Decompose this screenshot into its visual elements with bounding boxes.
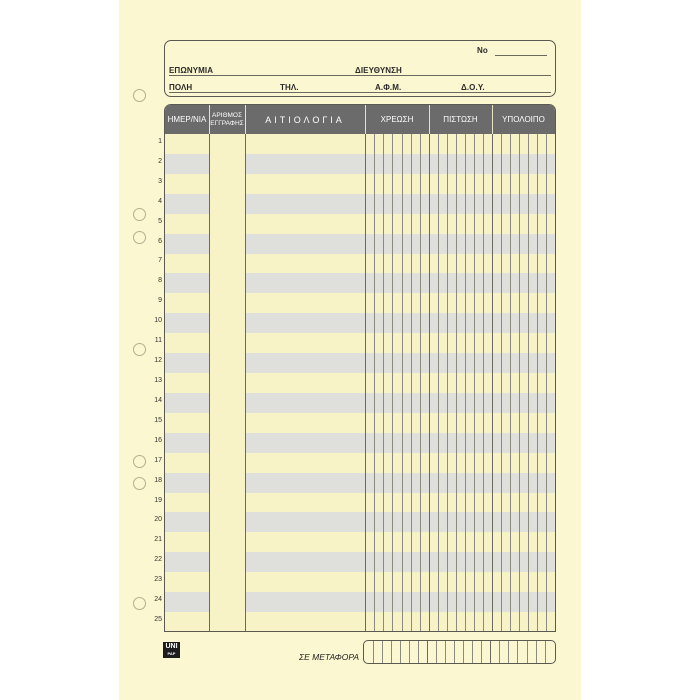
table-cell[interactable] [209, 234, 245, 254]
digit-divider [392, 134, 393, 632]
name-line [169, 75, 551, 76]
table-cell[interactable] [209, 453, 245, 473]
row-number: 11 [154, 337, 162, 345]
table-cell[interactable] [165, 254, 209, 274]
digit-divider [420, 134, 421, 632]
table-cell[interactable] [165, 532, 209, 552]
digit-divider [517, 641, 518, 663]
table-cell[interactable] [245, 373, 365, 393]
table-body [165, 134, 555, 632]
binder-hole [133, 343, 146, 356]
table-row [165, 433, 555, 453]
table-row [165, 353, 555, 373]
table-cell[interactable] [165, 552, 209, 572]
digit-divider [545, 641, 546, 663]
logo-subtext: PAP [167, 651, 176, 656]
row-number: 24 [154, 596, 162, 604]
table-cell[interactable] [245, 174, 365, 194]
logo-text: UNI [165, 643, 178, 650]
table-cell[interactable] [245, 333, 365, 353]
row-number: 4 [158, 197, 162, 205]
brand-logo [163, 642, 180, 658]
table-cell[interactable] [245, 293, 365, 313]
row-number: 22 [154, 556, 162, 564]
col-header-debit: ΧΡΕΩΣΗ [380, 114, 414, 124]
table-cell[interactable] [245, 552, 365, 572]
city-label: ΠΟΛΗ [169, 83, 193, 92]
row-number: 16 [154, 436, 162, 444]
table-cell[interactable] [165, 214, 209, 234]
ledger-sheet [119, 0, 581, 700]
digit-divider [474, 134, 475, 632]
table-cell[interactable] [165, 154, 209, 174]
table-cell[interactable] [209, 353, 245, 373]
row-number: 1 [158, 137, 162, 145]
table-cell[interactable] [165, 433, 209, 453]
col-header-description: ΑΙΤΙΟΛΟΓΙΑ [265, 114, 345, 125]
digit-divider [508, 641, 509, 663]
table-cell[interactable] [209, 194, 245, 214]
table-cell[interactable] [165, 473, 209, 493]
table-cell[interactable] [245, 234, 365, 254]
binder-hole [133, 597, 146, 610]
table-cell[interactable] [209, 373, 245, 393]
table-cell[interactable] [165, 313, 209, 333]
digit-divider [537, 134, 538, 632]
row-number: 3 [158, 177, 162, 185]
col-header-date: ΗΜΕΡ/ΝΙΑ [167, 114, 207, 124]
col-header-balance: ΥΠΟΛΟΙΠΟ [502, 114, 545, 124]
digit-divider [402, 134, 403, 632]
table-cell[interactable] [245, 194, 365, 214]
no-line [495, 55, 547, 56]
binder-hole [133, 477, 146, 490]
column-divider [209, 134, 210, 632]
digit-divider [465, 134, 466, 632]
table-cell[interactable] [165, 572, 209, 592]
row-number: 6 [158, 237, 162, 245]
col-header-credit: ΠΙΣΤΩΣΗ [443, 114, 478, 124]
table-cell[interactable] [209, 572, 245, 592]
column-divider [492, 134, 493, 632]
table-cell[interactable] [209, 532, 245, 552]
table-cell[interactable] [209, 254, 245, 274]
binder-hole [133, 89, 146, 102]
digit-divider [400, 641, 401, 663]
table-row [165, 473, 555, 493]
table-cell[interactable] [165, 134, 209, 154]
customer-info-box [164, 40, 556, 97]
table-row [165, 214, 555, 234]
table-cell[interactable] [209, 333, 245, 353]
table-cell[interactable] [165, 293, 209, 313]
table-row [165, 273, 555, 293]
table-cell[interactable] [245, 273, 365, 293]
digit-divider [409, 641, 410, 663]
table-header [165, 105, 555, 134]
table-cell[interactable] [209, 512, 245, 532]
row-number: 12 [154, 357, 162, 365]
table-cell[interactable] [165, 493, 209, 513]
table-cell[interactable] [245, 473, 365, 493]
table-row [165, 512, 555, 532]
table-row [165, 234, 555, 254]
table-cell[interactable] [165, 373, 209, 393]
table-row [165, 612, 555, 632]
table-cell[interactable] [165, 453, 209, 473]
digit-divider [382, 641, 383, 663]
table-row [165, 393, 555, 413]
table-cell[interactable] [209, 413, 245, 433]
table-cell[interactable] [209, 612, 245, 632]
digit-divider [510, 134, 511, 632]
table-cell[interactable] [165, 194, 209, 214]
binder-hole [133, 231, 146, 244]
row-number: 19 [154, 496, 162, 504]
table-cell[interactable] [245, 154, 365, 174]
table-row [165, 174, 555, 194]
table-cell[interactable] [209, 313, 245, 333]
ledger-table [164, 104, 556, 632]
digit-divider [483, 134, 484, 632]
table-cell[interactable] [245, 254, 365, 274]
table-cell[interactable] [245, 413, 365, 433]
row-number: 5 [158, 217, 162, 225]
table-cell[interactable] [245, 512, 365, 532]
table-cell[interactable] [245, 532, 365, 552]
digit-divider [527, 641, 528, 663]
digit-divider [445, 641, 446, 663]
digit-divider [411, 134, 412, 632]
table-cell[interactable] [245, 134, 365, 154]
table-row [165, 532, 555, 552]
table-cell[interactable] [165, 273, 209, 293]
table-row [165, 333, 555, 353]
digit-divider [418, 641, 419, 663]
address-label: ΔΙΕΥΘΥΝΣΗ [355, 66, 402, 75]
digit-divider [436, 641, 437, 663]
table-cell[interactable] [245, 214, 365, 234]
table-cell[interactable] [165, 234, 209, 254]
col-header-entry-number: ΑΡΙΘΜΟΣ ΕΓΓΡΑΦΗΣ [210, 112, 244, 127]
digit-divider [447, 134, 448, 632]
table-row [165, 313, 555, 333]
table-row [165, 592, 555, 612]
table-row [165, 453, 555, 473]
row-number: 7 [158, 257, 162, 265]
phone-label: ΤΗΛ. [280, 83, 299, 92]
row-number: 8 [158, 277, 162, 285]
table-cell[interactable] [165, 512, 209, 532]
digit-divider [499, 641, 500, 663]
row-number: 2 [158, 157, 162, 165]
table-cell[interactable] [209, 214, 245, 234]
table-row [165, 254, 555, 274]
table-cell[interactable] [209, 433, 245, 453]
digit-divider [546, 134, 547, 632]
digit-divider [463, 641, 464, 663]
table-row [165, 134, 555, 154]
table-cell[interactable] [245, 572, 365, 592]
table-row [165, 493, 555, 513]
table-row [165, 373, 555, 393]
table-row [165, 552, 555, 572]
city-line [169, 92, 551, 93]
digit-divider [374, 134, 375, 632]
table-cell[interactable] [209, 134, 245, 154]
vat-label: Α.Φ.Μ. [375, 83, 402, 92]
row-number: 9 [158, 297, 162, 305]
column-divider [427, 641, 428, 663]
digit-divider [528, 134, 529, 632]
row-number: 14 [154, 396, 162, 404]
table-cell[interactable] [165, 612, 209, 632]
row-number: 23 [154, 576, 162, 584]
row-number: 18 [154, 476, 162, 484]
digit-divider [373, 641, 374, 663]
digit-divider [383, 134, 384, 632]
tax-office-label: Δ.Ο.Υ. [461, 83, 485, 92]
table-cell[interactable] [209, 174, 245, 194]
row-number: 21 [154, 536, 162, 544]
row-number: 25 [154, 616, 162, 624]
column-divider [365, 134, 366, 632]
table-cell[interactable] [209, 473, 245, 493]
digit-divider [391, 641, 392, 663]
digit-divider [438, 134, 439, 632]
digit-divider [536, 641, 537, 663]
table-row [165, 194, 555, 214]
table-cell[interactable] [209, 393, 245, 413]
table-row [165, 572, 555, 592]
table-cell[interactable] [165, 353, 209, 373]
column-divider [429, 134, 430, 632]
no-label: No [477, 46, 488, 55]
name-label: ΕΠΩΝΥΜΙΑ [169, 66, 214, 75]
table-cell[interactable] [245, 612, 365, 632]
table-cell[interactable] [245, 493, 365, 513]
table-row [165, 154, 555, 174]
row-number: 17 [154, 456, 162, 464]
carry-forward-label: ΣΕ ΜΕΤΑΦΟΡΑ [299, 652, 360, 662]
table-cell[interactable] [165, 333, 209, 353]
row-number: 20 [154, 516, 162, 524]
digit-divider [519, 134, 520, 632]
table-cell[interactable] [245, 393, 365, 413]
digit-divider [481, 641, 482, 663]
row-number: 15 [154, 416, 162, 424]
binder-hole [133, 455, 146, 468]
table-cell[interactable] [209, 493, 245, 513]
table-cell[interactable] [245, 453, 365, 473]
table-cell[interactable] [165, 592, 209, 612]
table-cell[interactable] [165, 393, 209, 413]
table-cell[interactable] [209, 552, 245, 572]
digit-divider [456, 134, 457, 632]
table-cell[interactable] [245, 592, 365, 612]
digit-divider [501, 134, 502, 632]
table-cell[interactable] [245, 353, 365, 373]
row-number: 10 [154, 317, 162, 325]
column-divider [490, 641, 491, 663]
carry-forward-box [363, 640, 556, 664]
table-row [165, 293, 555, 313]
row-number: 13 [154, 377, 162, 384]
table-cell[interactable] [209, 273, 245, 293]
column-divider [245, 134, 246, 632]
table-row [165, 413, 555, 433]
digit-divider [472, 641, 473, 663]
table-cell[interactable] [209, 592, 245, 612]
table-cell[interactable] [165, 174, 209, 194]
table-cell[interactable] [209, 293, 245, 313]
table-cell[interactable] [245, 433, 365, 453]
digit-divider [454, 641, 455, 663]
table-cell[interactable] [165, 413, 209, 433]
binder-hole [133, 208, 146, 221]
table-cell[interactable] [245, 313, 365, 333]
table-cell[interactable] [209, 154, 245, 174]
